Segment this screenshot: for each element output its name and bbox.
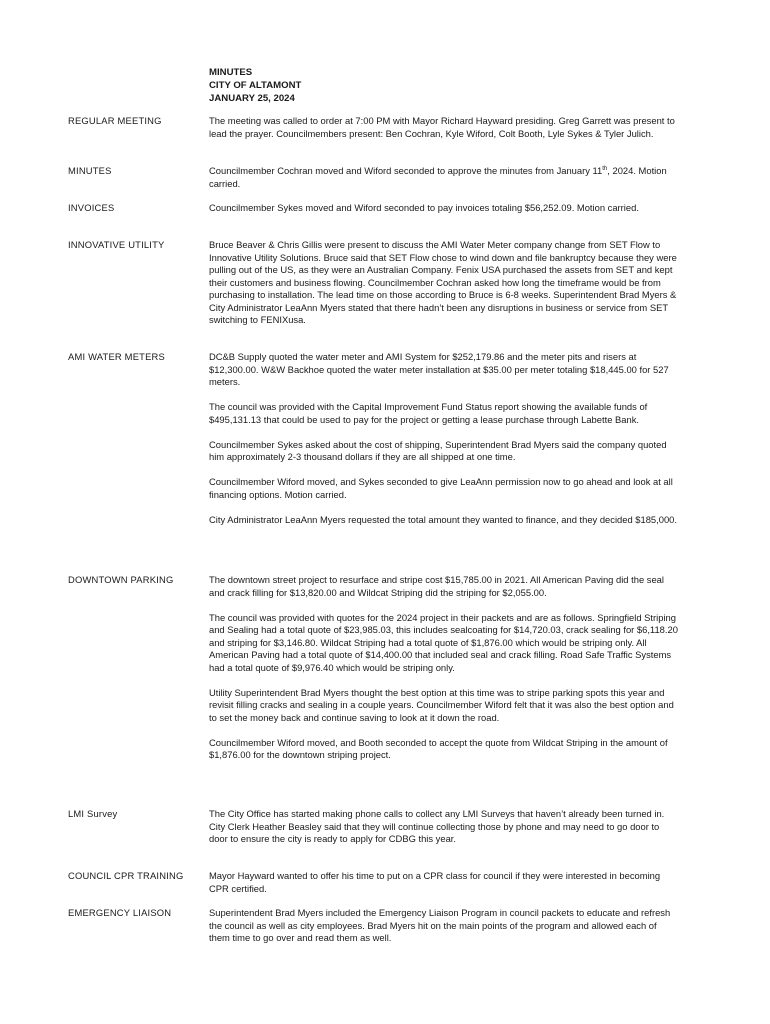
section-label: DOWNTOWN PARKING (68, 574, 174, 585)
paragraph (209, 165, 679, 190)
paragraph: The City Office has started making phone calls to collect any LMI Surveys that haven’t already been turned in. City Clerk Heather Beasley said that they will continue collecting those by phone and may need to go door to door to ensure the city is ready to apply for CDBG this year. (209, 808, 665, 844)
section-body (209, 115, 679, 140)
paragraph: Superintendent Brad Myers included the Emergency Liaison Program in council packets to educate and refresh the council as well as city employees. Brad Myers hit on the main points of the program and allowed each of them time to go over and read them as well. (209, 907, 671, 943)
text-run: , 2024. Motion carried. (209, 165, 667, 189)
paragraph: Bruce Beaver & Chris Gillis were present to discuss the AMI Water Meter company change from SET Flow to Innovative Utility Solutions. Bruce said that SET Flow chose to wind down and file bankruptcy because they were pulling out of the US, as they were an Australian Company. Fenix USA purchased the assets from SET and kept their customers and business flowing. Councilmember Cochran asked how long the timeframe would be from purchasing to installation. The lead time on those according to Bruce is 6-8 weeks. Superintendent Brad Myers & City Administrator LeaAnn Myers stated that there hadn’t been any disruptions in business or service from SET switching to FENIXusa. (209, 239, 677, 325)
section-label: INNOVATIVE UTILITY (68, 239, 165, 250)
document-header (209, 66, 301, 105)
paragraph: The downtown street project to resurface and stripe cost $15,785.00 in 2021. All American Paving did the seal and crack filling for $13,820.00 and Wildcat Striping did the striping for $2,055.00. (209, 574, 664, 598)
paragraph: Councilmember Wiford moved, and Booth seconded to accept the quote from Wildcat Striping in the amount of $1,876.00 for the downtown striping project. (209, 736, 668, 760)
paragraph: The meeting was called to order at 7:00 PM with Mayor Richard Hayward presiding. Greg Garrett was present to lead the prayer. Councilmembers present: Ben Cochran, Kyle Wiford, Colt Booth, Lyle Sykes & Tyler Julich. (209, 115, 675, 139)
section-body (209, 351, 679, 526)
section-body (209, 202, 679, 215)
section-label: EMERGENCY LIAISON (68, 907, 172, 918)
paragraph: Utility Superintendent Brad Myers thought the best option at this time was to stripe parking spots this year and revisit filling cracks and sealing in a couple years. Councilmember Wiford felt that it was also the best option and to set the money back and continue saving to look at it down the road. (209, 686, 674, 723)
section-body (209, 808, 679, 846)
header-city: CITY OF ALTAMONT (209, 80, 302, 91)
text-run: Councilmember Cochran moved and Wiford seconded to approve the minutes from January 11 (209, 165, 603, 176)
section-body (209, 870, 679, 895)
section-body (209, 574, 679, 762)
section-label: LMI Survey (68, 808, 118, 819)
paragraph: City Administrator LeaAnn Myers requested the total amount they wanted to finance, and they decided $185,000. (209, 513, 677, 525)
section-body (209, 165, 679, 190)
paragraph: Councilmember Wiford moved, and Sykes seconded to give LeaAnn permission now to go ahead and look at all financing options. Motion carried. (209, 476, 673, 500)
section-label: INVOICES (68, 202, 115, 213)
section-body (209, 907, 679, 945)
paragraph: The council was provided with quotes for the 2024 project in their packets and are as follows. Springfield Striping and Sealing had a total quote of $23,985.03, this includes sealcoating for $14,720.03, crack sealing for $6,118.20 and striping for $3,146.80. Wildcat Striping had a total quote of $1,876.00 which would be striping only. All American Paving had a total quote of $14,400.00 that included seal and crack filling. Road Safe Traffic Systems had a total quote of $9,976.40 which would be striping only. (209, 611, 678, 673)
header-title: MINUTES (209, 67, 253, 78)
paragraph: Mayor Hayward wanted to offer his time to put on a CPR class for council if they were interested in becoming CPR certified. (209, 870, 661, 894)
section-label: COUNCIL CPR TRAINING (68, 870, 184, 881)
section-label: MINUTES (68, 165, 112, 176)
paragraph: The council was provided with the Capital Improvement Fund Status report showing the available funds of $495,131.13 that could be used to pay for the project or getting a lease purchase through Labette Bank. (209, 401, 648, 425)
paragraph: Councilmember Sykes moved and Wiford seconded to pay invoices totaling $56,252.09. Motion carried. (209, 202, 639, 213)
section-label: AMI WATER METERS (68, 351, 165, 362)
header-date: JANUARY 25, 2024 (209, 93, 295, 104)
section-label: REGULAR MEETING (68, 115, 162, 126)
paragraph: Councilmember Sykes asked about the cost of shipping, Superintendent Brad Myers said the company quoted him approximately 2-3 thousand dollars if they are all shipped at one time. (209, 438, 667, 462)
ordinal-suffix: th (602, 165, 608, 172)
section-body (209, 239, 679, 327)
paragraph: DC&B Supply quoted the water meter and AMI System for $252,179.86 and the meter pits and risers at $12,300.00. W&W Backhoe quoted the water meter installation at $35.00 per meter totaling $18,445.00 for 527 meters. (209, 351, 669, 387)
